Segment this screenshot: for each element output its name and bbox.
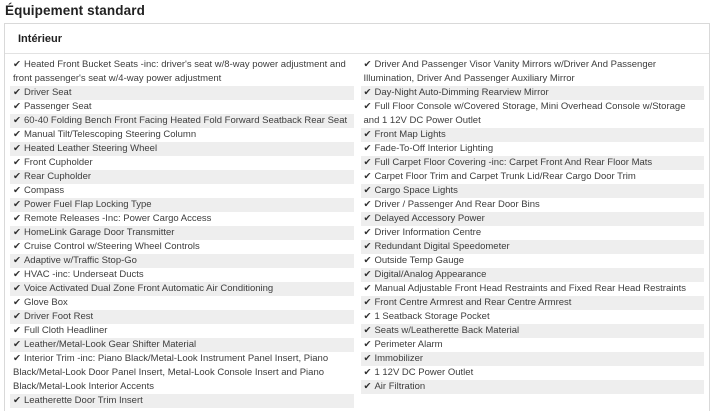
check-icon: ✔ [363, 269, 372, 280]
list-item-label: Manual Tilt/Telescoping Steering Column [23, 129, 197, 140]
equipment-columns [5, 54, 709, 408]
list-item-label: Driver Information Centre [374, 227, 482, 238]
list-item-label: Outside Temp Gauge [374, 255, 465, 266]
list-item-label: Adaptive w/Traffic Stop-Go [23, 255, 137, 266]
check-icon: ✔ [13, 241, 21, 252]
list-item [10, 282, 354, 296]
check-icon: ✔ [363, 325, 372, 336]
check-icon: ✔ [363, 241, 372, 252]
check-icon: ✔ [13, 395, 21, 406]
check-icon: ✔ [13, 171, 21, 182]
list-item [361, 86, 705, 100]
list-item-label: Immobilizer [374, 353, 424, 364]
check-icon: ✔ [363, 129, 372, 140]
check-icon: ✔ [363, 255, 372, 266]
list-item-label: Cargo Space Lights [374, 185, 458, 196]
list-item-label: Passenger Seat [23, 101, 92, 112]
list-item [361, 282, 705, 296]
list-item-label: Perimeter Alarm [374, 339, 443, 350]
check-icon: ✔ [363, 185, 372, 196]
list-item-label: Driver Foot Rest [23, 311, 94, 322]
equipment-standard-panel [4, 23, 710, 411]
check-icon: ✔ [13, 255, 21, 266]
check-icon: ✔ [13, 213, 21, 224]
list-item-label: Driver / Passenger And Rear Door Bins [374, 199, 540, 210]
list-item-label: Day-Night Auto-Dimming Rearview Mirror [374, 87, 549, 98]
list-item-label: 60-40 Folding Bench Front Facing Heated Fold Forward Seatback Rear Seat [23, 115, 348, 126]
check-icon: ✔ [13, 269, 21, 280]
list-item [361, 170, 705, 184]
list-item [361, 366, 705, 380]
list-item-label: Cruise Control w/Steering Wheel Controls [23, 241, 200, 252]
check-icon: ✔ [13, 157, 21, 168]
check-icon: ✔ [13, 199, 21, 210]
list-item [10, 114, 354, 128]
list-item-label: Full Floor Console w/Covered Storage, Mini Overhead Console w/Storage and 1 12V DC Power Outlet [363, 101, 686, 126]
list-item [10, 198, 354, 212]
list-item-label: Rear Cupholder [23, 171, 92, 182]
check-icon: ✔ [13, 325, 21, 336]
list-item [361, 296, 705, 310]
check-icon: ✔ [363, 381, 372, 392]
list-item-label: Front Centre Armrest and Rear Centre Armrest [374, 297, 572, 308]
list-item-label: Remote Releases -Inc: Power Cargo Access [23, 213, 212, 224]
check-icon: ✔ [363, 227, 372, 238]
check-icon: ✔ [363, 171, 372, 182]
list-item [10, 128, 354, 142]
check-icon: ✔ [363, 87, 372, 98]
list-item [10, 86, 354, 100]
list-item [10, 352, 354, 394]
list-item [10, 184, 354, 198]
list-item-label: Seats w/Leatherette Back Material [374, 325, 520, 336]
list-item [10, 170, 354, 184]
list-item [10, 324, 354, 338]
equipment-column-left [10, 58, 354, 408]
check-icon: ✔ [13, 353, 21, 364]
list-item [10, 100, 354, 114]
list-item-label: 1 Seatback Storage Pocket [374, 311, 490, 322]
list-item [10, 58, 354, 86]
list-item-label: Glove Box [23, 297, 68, 308]
list-item [10, 338, 354, 352]
list-item-label: Leatherette Door Trim Insert [23, 395, 143, 406]
list-item-label: Manual Adjustable Front Head Restraints and Fixed Rear Head Restraints [374, 283, 687, 294]
check-icon: ✔ [363, 199, 372, 210]
check-icon: ✔ [363, 213, 372, 224]
list-item [361, 352, 705, 366]
list-item [361, 156, 705, 170]
check-icon: ✔ [363, 101, 372, 112]
list-item-label: Air Filtration [374, 381, 426, 392]
list-item [10, 212, 354, 226]
list-item [361, 254, 705, 268]
check-icon: ✔ [13, 185, 21, 196]
check-icon: ✔ [13, 59, 21, 70]
page-title: Équipement standard [5, 3, 145, 18]
check-icon: ✔ [363, 367, 372, 378]
list-item [361, 184, 705, 198]
list-item-label: Power Fuel Flap Locking Type [23, 199, 152, 210]
list-item-label: Leather/Metal-Look Gear Shifter Material [23, 339, 197, 350]
check-icon: ✔ [363, 283, 372, 294]
check-icon: ✔ [13, 297, 21, 308]
list-item [361, 226, 705, 240]
list-item [361, 142, 705, 156]
list-item [10, 310, 354, 324]
check-icon: ✔ [13, 129, 21, 140]
list-item [361, 240, 705, 254]
check-icon: ✔ [13, 283, 21, 294]
list-item-label: Delayed Accessory Power [374, 213, 485, 224]
list-item [361, 198, 705, 212]
check-icon: ✔ [363, 143, 372, 154]
check-icon: ✔ [363, 311, 372, 322]
list-item-label: Carpet Floor Trim and Carpet Trunk Lid/Rear Cargo Door Trim [374, 171, 636, 182]
list-item [10, 156, 354, 170]
list-item [361, 268, 705, 282]
list-item [361, 58, 705, 86]
check-icon: ✔ [363, 353, 372, 364]
list-item-label: Voice Activated Dual Zone Front Automatic Air Conditioning [23, 283, 274, 294]
list-item [361, 310, 705, 324]
check-icon: ✔ [13, 115, 21, 126]
check-icon: ✔ [363, 157, 372, 168]
check-icon: ✔ [13, 227, 21, 238]
list-item [10, 296, 354, 310]
list-item [10, 226, 354, 240]
check-icon: ✔ [13, 101, 21, 112]
list-item-label: Redundant Digital Speedometer [374, 241, 510, 252]
list-item-label: Full Carpet Floor Covering -inc: Carpet Front And Rear Floor Mats [374, 157, 653, 168]
section-header-interieur: Intérieur [5, 24, 709, 54]
list-item-label: Heated Front Bucket Seats -inc: driver's seat w/8-way power adjustment and front passenger's seat w/4-way power adjustment [13, 59, 346, 84]
list-item-label: HomeLink Garage Door Transmitter [23, 227, 175, 238]
list-item [10, 394, 354, 408]
list-item-label: HVAC -inc: Underseat Ducts [23, 269, 144, 280]
check-icon: ✔ [363, 59, 372, 70]
check-icon: ✔ [13, 339, 21, 350]
list-item [361, 100, 705, 128]
list-item-label: Full Cloth Headliner [23, 325, 108, 336]
check-icon: ✔ [363, 339, 372, 350]
list-item-label: Driver And Passenger Visor Vanity Mirrors w/Driver And Passenger Illumination, Driver And Passenger Auxiliary Mirror [363, 59, 657, 84]
list-item-label: Heated Leather Steering Wheel [23, 143, 158, 154]
list-item [361, 212, 705, 226]
check-icon: ✔ [13, 87, 21, 98]
check-icon: ✔ [13, 143, 21, 154]
list-item [10, 254, 354, 268]
check-icon: ✔ [13, 311, 21, 322]
list-item [10, 142, 354, 156]
list-item-label: Compass [23, 185, 65, 196]
list-item-label: Driver Seat [23, 87, 72, 98]
list-item-label: Digital/Analog Appearance [374, 269, 487, 280]
list-item [10, 240, 354, 254]
check-icon: ✔ [363, 297, 372, 308]
list-item-label: Front Map Lights [374, 129, 446, 140]
list-item [361, 338, 705, 352]
list-item [10, 268, 354, 282]
list-item [361, 128, 705, 142]
list-item [361, 324, 705, 338]
equipment-column-right [361, 58, 705, 408]
list-item [361, 380, 705, 394]
list-item-label: Front Cupholder [23, 157, 93, 168]
list-item-label: 1 12V DC Power Outlet [374, 367, 474, 378]
list-item-label: Interior Trim -inc: Piano Black/Metal-Look Instrument Panel Insert, Piano Black/Metal-Look Door Panel Insert, Metal-Look Console Insert and Piano Black/Metal-Look Interior Accents [13, 353, 329, 392]
list-item-label: Fade-To-Off Interior Lighting [374, 143, 494, 154]
